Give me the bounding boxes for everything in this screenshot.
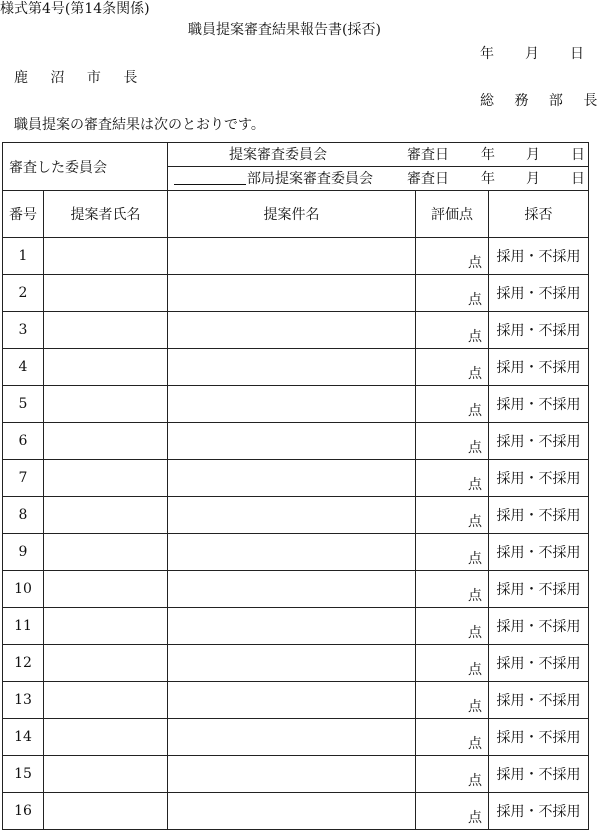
proposer-name-cell[interactable]: [44, 349, 168, 386]
decision-cell[interactable]: 採用・不採用: [489, 312, 589, 349]
decision-cell[interactable]: 採用・不採用: [489, 497, 589, 534]
row-number: 8: [3, 497, 44, 534]
proposer-name-cell[interactable]: [44, 756, 168, 793]
proposal-title-cell[interactable]: [168, 608, 416, 645]
decision-cell[interactable]: 採用・不採用: [489, 793, 589, 830]
decision-cell[interactable]: 採用・不採用: [489, 386, 589, 423]
score-unit: 点: [468, 514, 482, 530]
document-title: 職員提案審査結果報告書(採否): [188, 22, 381, 38]
decision-cell[interactable]: 採用・不採用: [489, 423, 589, 460]
decision-cell[interactable]: 採用・不採用: [489, 571, 589, 608]
score-unit: 点: [468, 699, 482, 715]
committee-name: 提案審査委員会: [229, 147, 327, 163]
committee-row-proposal-review: [168, 143, 589, 167]
score-unit: 点: [468, 255, 482, 271]
recipient: 鹿 沼 市 長: [14, 70, 147, 86]
score-unit: 点: [468, 292, 482, 308]
decision-cell[interactable]: 採用・不採用: [489, 534, 589, 571]
decision-cell[interactable]: 採用・不採用: [489, 608, 589, 645]
proposer-name-cell[interactable]: [44, 238, 168, 275]
score-cell[interactable]: [416, 682, 489, 719]
review-month: 月: [526, 147, 540, 163]
row-number: 3: [3, 312, 44, 349]
proposal-title-cell[interactable]: [168, 793, 416, 830]
proposal-title-cell[interactable]: [168, 534, 416, 571]
decision-cell[interactable]: 採用・不採用: [489, 349, 589, 386]
table-row: [3, 608, 589, 645]
proposal-title-cell[interactable]: [168, 682, 416, 719]
score-cell[interactable]: [416, 719, 489, 756]
score-cell[interactable]: [416, 608, 489, 645]
score-unit: 点: [468, 440, 482, 456]
score-cell[interactable]: [416, 349, 489, 386]
committee-row-department-review: [168, 167, 589, 191]
score-cell[interactable]: [416, 423, 489, 460]
review-day: 日: [571, 147, 585, 163]
review-month: 月: [526, 171, 540, 187]
row-number: 4: [3, 349, 44, 386]
score-unit: 点: [468, 403, 482, 419]
intro-text: 職員提案の審査結果は次のとおりです。: [14, 117, 265, 133]
table-row: [3, 719, 589, 756]
proposal-title-cell[interactable]: [168, 386, 416, 423]
table-row: [3, 312, 589, 349]
score-unit: 点: [468, 588, 482, 604]
proposer-name-cell[interactable]: [44, 719, 168, 756]
proposer-name-cell[interactable]: [44, 460, 168, 497]
row-number: 7: [3, 460, 44, 497]
row-number: 1: [3, 238, 44, 275]
proposer-name-cell[interactable]: [44, 386, 168, 423]
score-unit: 点: [468, 477, 482, 493]
review-result-table: [2, 142, 589, 830]
proposal-title-cell[interactable]: [168, 571, 416, 608]
table-row: [3, 275, 589, 312]
header-proposal-title: 提案件名: [168, 191, 416, 238]
score-cell[interactable]: [416, 645, 489, 682]
score-cell[interactable]: [416, 534, 489, 571]
row-number: 15: [3, 756, 44, 793]
table-row: [3, 756, 589, 793]
proposal-title-cell[interactable]: [168, 460, 416, 497]
date-day-label: 日: [570, 46, 584, 62]
score-cell[interactable]: [416, 312, 489, 349]
table-header-row: [3, 191, 589, 238]
review-date-label: 審査日: [407, 171, 449, 187]
decision-cell[interactable]: 採用・不採用: [489, 275, 589, 312]
proposer-name-cell[interactable]: [44, 793, 168, 830]
proposal-title-cell[interactable]: [168, 238, 416, 275]
proposer-name-cell[interactable]: [44, 423, 168, 460]
proposal-title-cell[interactable]: [168, 275, 416, 312]
proposal-title-cell[interactable]: [168, 719, 416, 756]
score-cell[interactable]: [416, 460, 489, 497]
decision-cell[interactable]: 採用・不採用: [489, 682, 589, 719]
row-number: 6: [3, 423, 44, 460]
decision-cell[interactable]: 採用・不採用: [489, 238, 589, 275]
decision-cell[interactable]: 採用・不採用: [489, 460, 589, 497]
proposal-title-cell[interactable]: [168, 349, 416, 386]
table-row: [3, 793, 589, 830]
row-number: 11: [3, 608, 44, 645]
score-unit: 点: [468, 366, 482, 382]
decision-cell[interactable]: 採用・不採用: [489, 645, 589, 682]
header-decision: 採否: [489, 191, 589, 238]
score-unit: 点: [468, 625, 482, 641]
table-row: [3, 423, 589, 460]
department-name-blank[interactable]: [174, 184, 246, 185]
score-cell[interactable]: [416, 571, 489, 608]
score-unit: 点: [468, 773, 482, 789]
score-cell[interactable]: [416, 238, 489, 275]
committee-label: 審査した委員会: [3, 143, 168, 191]
row-number: 13: [3, 682, 44, 719]
decision-cell[interactable]: 採用・不採用: [489, 719, 589, 756]
row-number: 14: [3, 719, 44, 756]
proposer-name-cell[interactable]: [44, 275, 168, 312]
score-unit: 点: [468, 551, 482, 567]
table-row: [3, 534, 589, 571]
row-number: 2: [3, 275, 44, 312]
review-year: 年: [481, 147, 495, 163]
score-cell[interactable]: [416, 793, 489, 830]
table-row: [3, 349, 589, 386]
proposer-name-cell[interactable]: [44, 312, 168, 349]
review-day: 日: [571, 171, 585, 187]
score-unit: 点: [468, 329, 482, 345]
header-score: 評価点: [416, 191, 489, 238]
review-year: 年: [481, 171, 495, 187]
review-date-label: 審査日: [407, 147, 449, 163]
score-cell[interactable]: [416, 497, 489, 534]
proposal-title-cell[interactable]: [168, 645, 416, 682]
row-number: 16: [3, 793, 44, 830]
score-unit: 点: [468, 662, 482, 678]
proposer-name-cell[interactable]: [44, 608, 168, 645]
row-number: 12: [3, 645, 44, 682]
table-row: [3, 682, 589, 719]
header-proposer-name: 提案者氏名: [44, 191, 168, 238]
score-cell[interactable]: [416, 275, 489, 312]
proposer-name-cell[interactable]: [44, 534, 168, 571]
proposal-title-cell[interactable]: [168, 312, 416, 349]
sender: 総 務 部 長: [480, 93, 605, 109]
table-row: [3, 645, 589, 682]
score-cell[interactable]: [416, 756, 489, 793]
date-year-label: 年: [480, 46, 494, 62]
row-number: 9: [3, 534, 44, 571]
table-row: [3, 497, 589, 534]
header-number: 番号: [3, 191, 44, 238]
proposer-name-cell[interactable]: [44, 571, 168, 608]
date-month-label: 月: [525, 46, 539, 62]
committee-name: 部局提案審査委員会: [247, 171, 373, 187]
table-row: [3, 238, 589, 275]
score-unit: 点: [468, 736, 482, 752]
score-unit: 点: [468, 810, 482, 826]
table-row: [3, 386, 589, 423]
table-row: [3, 571, 589, 608]
row-number: 5: [3, 386, 44, 423]
proposal-title-cell[interactable]: [168, 423, 416, 460]
proposal-title-cell[interactable]: [168, 497, 416, 534]
proposal-title-cell[interactable]: [168, 756, 416, 793]
table-row: [3, 460, 589, 497]
form-number-label: 様式第4号(第14条関係): [0, 1, 150, 17]
proposer-name-cell[interactable]: [44, 682, 168, 719]
proposer-name-cell[interactable]: [44, 645, 168, 682]
row-number: 10: [3, 571, 44, 608]
proposer-name-cell[interactable]: [44, 497, 168, 534]
score-cell[interactable]: [416, 386, 489, 423]
decision-cell[interactable]: 採用・不採用: [489, 756, 589, 793]
